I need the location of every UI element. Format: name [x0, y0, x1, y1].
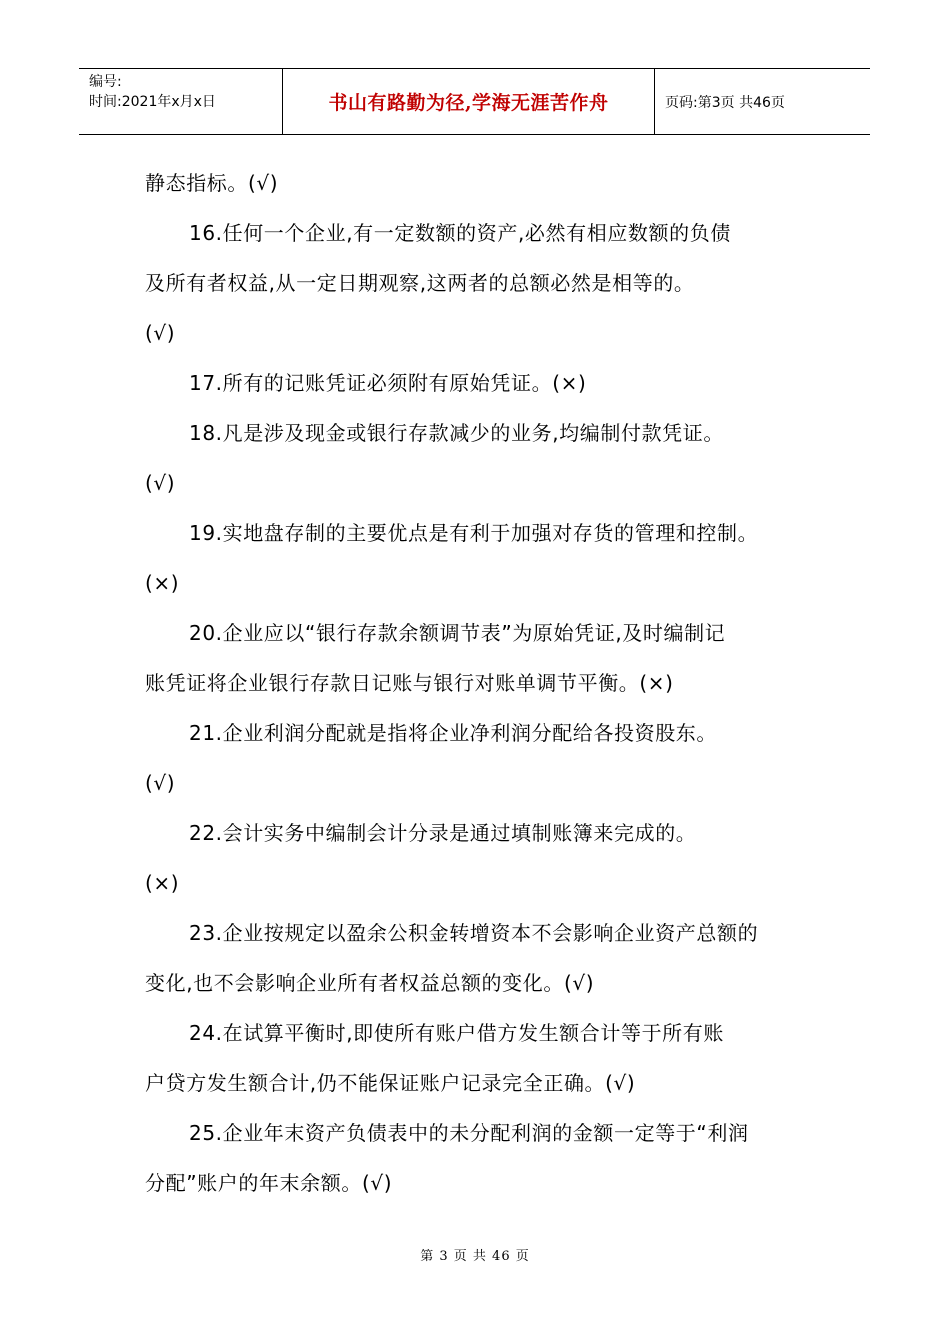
body-text-line: 及所有者权益,从一定日期观察,这两者的总额必然是相等的。	[145, 271, 695, 295]
document-body	[145, 158, 810, 1208]
body-text-line: 18.凡是涉及现金或银行存款减少的业务,均编制付款凭证。	[189, 421, 724, 445]
body-text-line: (√)	[145, 321, 176, 345]
body-text-line: 户贷方发生额合计,仍不能保证账户记录完全正确。(√)	[145, 1071, 636, 1095]
document-time-label: 时间:2021年x月x日	[89, 94, 216, 110]
page-footer: 第 3 页 共 46 页	[420, 1249, 530, 1264]
body-text-line: 19.实地盘存制的主要优点是有利于加强对存货的管理和控制。	[189, 521, 759, 545]
body-text-line: 23.企业按规定以盈余公积金转增资本不会影响企业资产总额的	[189, 921, 759, 945]
body-text-line: 22.会计实务中编制会计分录是通过填制账簿来完成的。	[189, 821, 697, 845]
document-number-label: 编号:	[89, 74, 122, 90]
body-text-line: 账凭证将企业银行存款日记账与银行对账单调节平衡。(×)	[145, 671, 674, 695]
body-text-line: (√)	[145, 771, 176, 795]
body-text-line: 17.所有的记账凭证必须附有原始凭证。(×)	[189, 371, 587, 395]
header-meta	[79, 69, 282, 134]
body-text-line: 25.企业年末资产负债表中的未分配利润的金额一定等于“利润	[189, 1121, 749, 1145]
body-text-line: 分配”账户的年末余额。(√)	[145, 1171, 393, 1195]
page-header	[79, 68, 870, 135]
body-text-line: 16.任何一个企业,有一定数额的资产,必然有相应数额的负债	[189, 221, 731, 245]
body-text-line: 20.企业应以“银行存款余额调节表”为原始凭证,及时编制记	[189, 621, 726, 645]
body-text-line: (×)	[145, 571, 180, 595]
body-text-line: (×)	[145, 871, 180, 895]
body-text-line: 静态指标。(√)	[145, 171, 279, 195]
header-page-info: 页码:第3页 共46页	[665, 94, 785, 111]
body-text-line: 21.企业利润分配就是指将企业净利润分配给各投资股东。	[189, 721, 718, 745]
header-motto: 书山有路勤为径,学海无涯苦作舟	[282, 69, 655, 134]
body-text-line: 变化,也不会影响企业所有者权益总额的变化。(√)	[145, 971, 595, 995]
body-text-line: (√)	[145, 471, 176, 495]
body-text-line: 24.在试算平衡时,即使所有账户借方发生额合计等于所有账	[189, 1021, 724, 1045]
